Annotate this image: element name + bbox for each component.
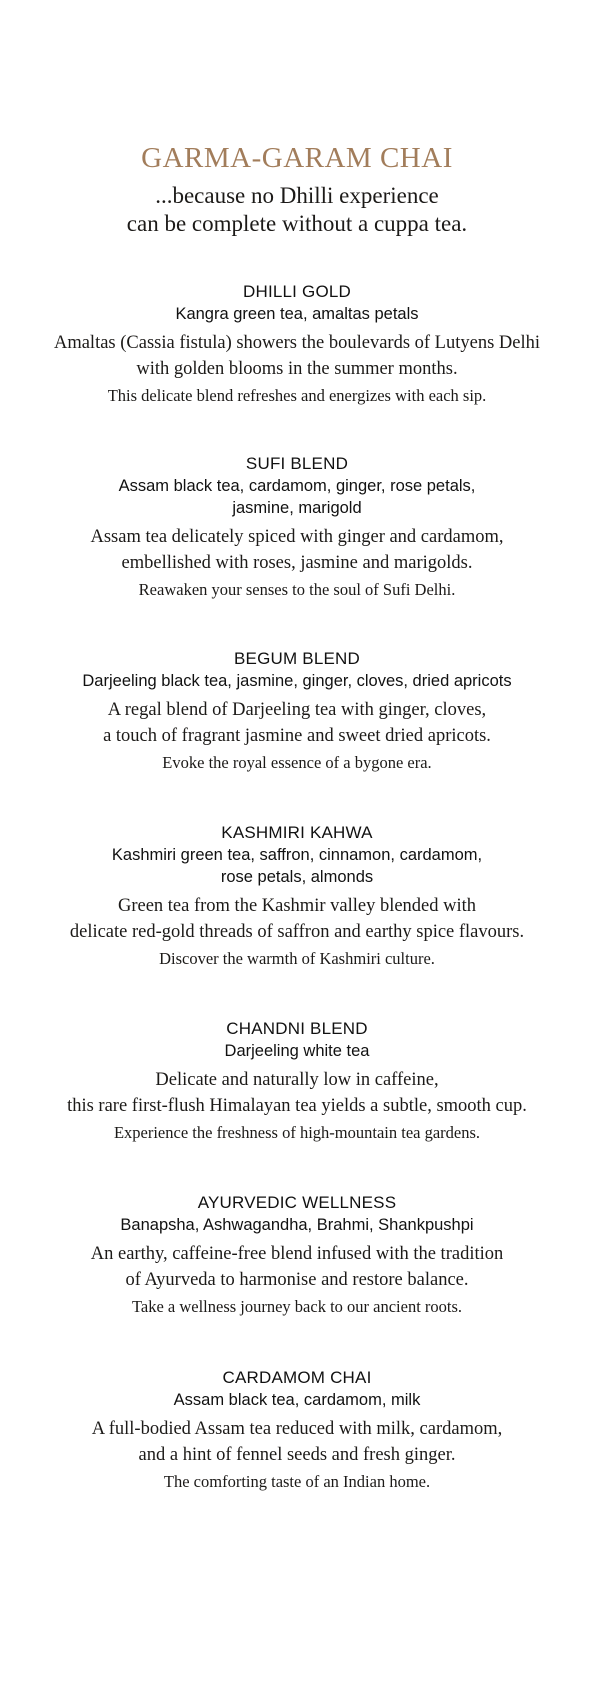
tea-ingredients (0, 670, 594, 692)
tea-tagline: This delicate blend refreshes and energizes with each sip. (107, 386, 487, 405)
tea-item-sufi-blend (0, 453, 594, 601)
tea-ingredients-line: Banapsha, Ashwagandha, Brahmi, Shankpushpi (120, 1216, 474, 1234)
tea-ingredients-line: Assam black tea, cardamom, ginger, rose petals, (118, 477, 476, 495)
tea-description-line: delicate red-gold threads of saffron and earthy spice flavours. (69, 922, 525, 942)
menu-title: GARMA-GARAM CHAI (141, 142, 453, 174)
tea-ingredients (0, 844, 594, 888)
tea-ingredients-line: Kashmiri green tea, saffron, cinnamon, cardamom, (111, 846, 483, 864)
tea-item-cardamom-chai (0, 1367, 594, 1493)
tea-description (0, 1416, 594, 1468)
tea-description (0, 697, 594, 749)
tea-description-line: a touch of fragrant jasmine and sweet dried apricots. (103, 726, 491, 746)
tea-description-line: Green tea from the Kashmir valley blended with (117, 896, 477, 916)
tea-item-begum-blend (0, 648, 594, 774)
tea-description (0, 1067, 594, 1119)
tea-description-line: Assam tea delicately spiced with ginger and cardamom, (90, 527, 504, 547)
tea-ingredients (0, 475, 594, 519)
tea-ingredients (0, 1040, 594, 1062)
tea-ingredients-line: Darjeeling white tea (224, 1042, 370, 1060)
tea-description-line: Amaltas (Cassia fistula) showers the boulevards of Lutyens Delhi (53, 333, 541, 353)
tea-ingredients-line: Assam black tea, cardamom, milk (173, 1391, 421, 1409)
tea-ingredients-line: Darjeeling black tea, jasmine, ginger, cloves, dried apricots (82, 672, 512, 690)
tea-tagline: Discover the warmth of Kashmiri culture. (159, 949, 435, 968)
tea-ingredients-line: Kangra green tea, amaltas petals (175, 305, 419, 323)
tea-description-line: of Ayurveda to harmonise and restore balance. (125, 1270, 469, 1290)
tea-description-line: Delicate and naturally low in caffeine, (155, 1070, 439, 1090)
tea-description-line: and a hint of fennel seeds and fresh ginger. (138, 1445, 456, 1465)
tea-description-line: with golden blooms in the summer months. (136, 359, 458, 379)
tea-description-line: this rare first-flush Himalayan tea yields a subtle, smooth cup. (67, 1096, 527, 1116)
tea-description (0, 330, 594, 382)
tea-tagline: The comforting taste of an Indian home. (163, 1472, 431, 1491)
tea-description (0, 1241, 594, 1293)
tea-description-line: An earthy, caffeine-free blend infused with the tradition (90, 1244, 504, 1264)
tea-tagline: Experience the freshness of high-mountain tea gardens. (113, 1123, 481, 1142)
tea-ingredients (0, 1389, 594, 1411)
tea-name: CHANDNI BLEND (226, 1019, 368, 1038)
tea-ingredients (0, 1214, 594, 1236)
tea-ingredients-line: rose petals, almonds (220, 868, 374, 886)
menu-tagline-line: can be complete without a cuppa tea. (126, 211, 468, 236)
tea-tagline: Take a wellness journey back to our ancient roots. (131, 1297, 463, 1316)
tea-item-dhilli-gold (0, 281, 594, 407)
tea-description-line: embellished with roses, jasmine and marigolds. (121, 553, 473, 573)
tea-tagline: Reawaken your senses to the soul of Sufi Delhi. (138, 580, 456, 599)
tea-item-kashmiri-kahwa (0, 822, 594, 970)
tea-ingredients (0, 303, 594, 325)
tea-description-line: A regal blend of Darjeeling tea with ginger, cloves, (107, 700, 487, 720)
tea-description-line: A full-bodied Assam tea reduced with milk, cardamom, (91, 1419, 503, 1439)
tea-item-ayurvedic-wellness (0, 1192, 594, 1318)
menu-tagline-line: ...because no Dhilli experience (155, 183, 439, 208)
tea-name: DHILLI GOLD (242, 282, 351, 301)
tea-name: AYURVEDIC WELLNESS (197, 1193, 397, 1212)
tea-name: CARDAMOM CHAI (222, 1368, 372, 1387)
tea-description (0, 524, 594, 576)
menu-tagline (0, 182, 594, 238)
tea-name: SUFI BLEND (245, 454, 349, 473)
tea-tagline: Evoke the royal essence of a bygone era. (162, 753, 432, 772)
tea-name: KASHMIRI KAHWA (221, 823, 373, 842)
tea-item-chandni-blend (0, 1018, 594, 1144)
tea-ingredients-line: jasmine, marigold (232, 499, 362, 517)
tea-name: BEGUM BLEND (234, 649, 360, 668)
tea-description (0, 893, 594, 945)
